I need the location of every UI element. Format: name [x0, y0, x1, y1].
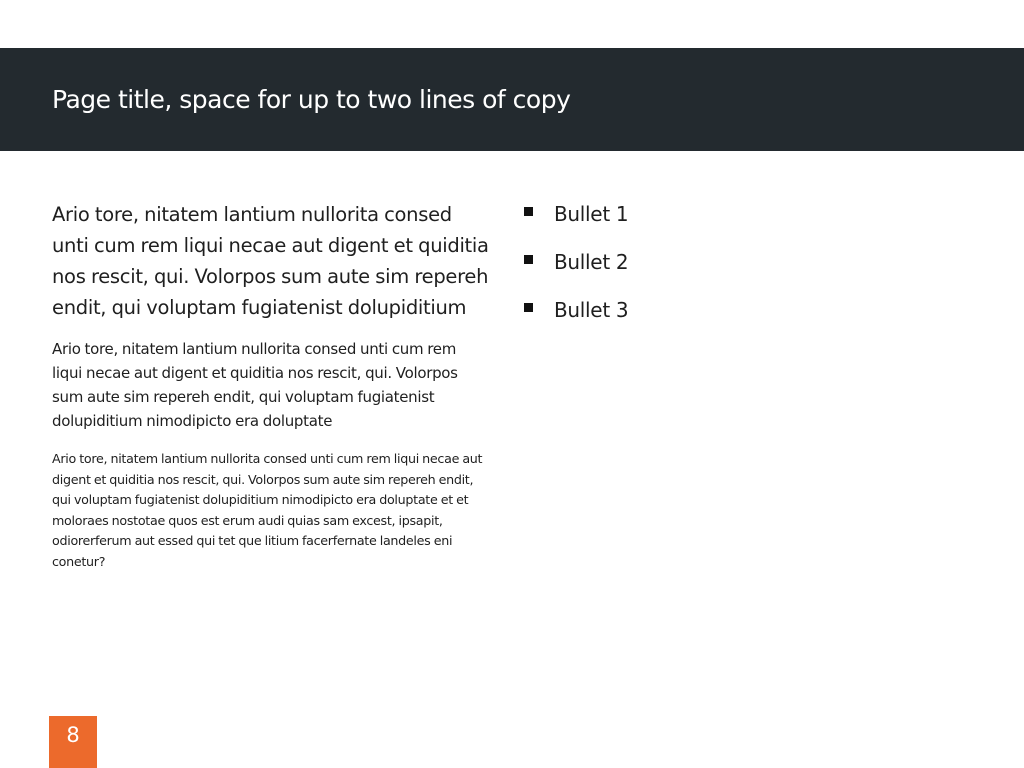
page-title: Page title, space for up to two lines of copy	[52, 85, 571, 114]
page-number-badge	[49, 716, 97, 768]
paragraph-large: Ario tore, nitatem lantium nullorita consed unti cum rem liqui necae aut digent et quiditia nos rescit, qui. Volorpos sum aute sim repereh endit, qui voluptam fugiatenist dolupiditium	[52, 203, 489, 319]
paragraph-small: Ario tore, nitatem lantium nullorita consed unti cum rem liqui necae aut digent et quiditia nos rescit, qui. Volorpos sum aute sim repereh endit, qui voluptam fugiatenist dolupiditium nimodipicto era doluptate et et moloraes nostotae quos est erum audi quias sam excest, ipsapit, odiorerferum aut essed qui tet que litium facerfernate landeles eni conetur?	[52, 451, 483, 569]
bullet-label: Bullet 3	[554, 298, 629, 322]
bullet-item	[524, 247, 628, 277]
bullet-item	[524, 295, 628, 325]
bullet-list	[524, 199, 628, 343]
page-number: 8	[66, 723, 80, 747]
square-bullet-icon	[524, 303, 533, 312]
body-text-column	[52, 199, 492, 573]
square-bullet-icon	[524, 207, 533, 216]
bullet-label: Bullet 1	[554, 202, 629, 226]
bullet-label: Bullet 2	[554, 250, 629, 274]
square-bullet-icon	[524, 255, 533, 264]
bullet-item	[524, 199, 628, 229]
paragraph-medium: Ario tore, nitatem lantium nullorita consed unti cum rem liqui necae aut digent et quiditia nos rescit, qui. Volorpos sum aute sim repereh endit, qui voluptam fugiatenist dolupiditium nimodipicto era doluptate	[52, 340, 458, 430]
